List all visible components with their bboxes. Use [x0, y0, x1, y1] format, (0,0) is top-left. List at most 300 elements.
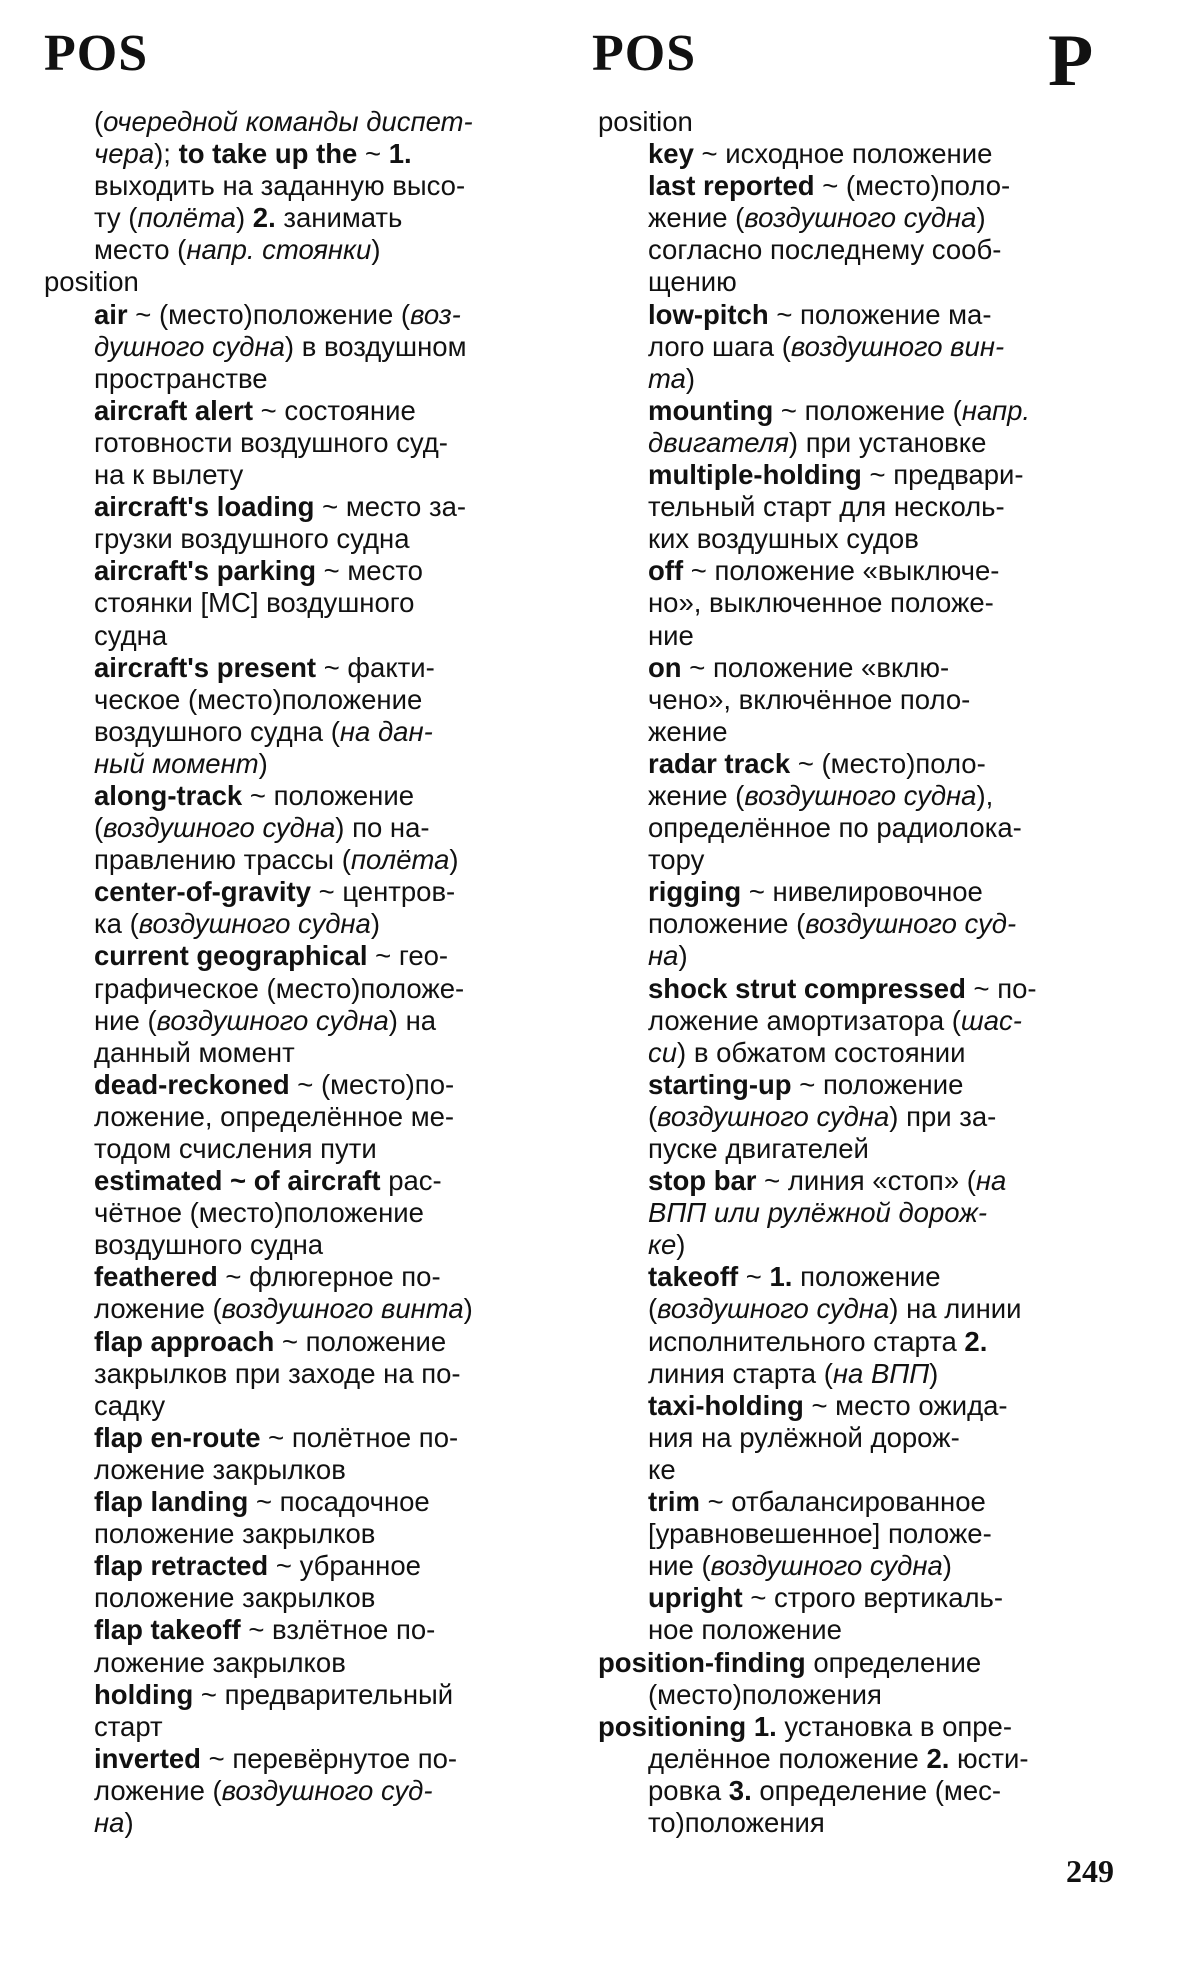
term-text: flap retracted [94, 1550, 269, 1582]
term-text: estimated ~ of aircraft [94, 1165, 381, 1197]
term-text: 2. [252, 202, 276, 234]
gloss-italic: на [94, 1806, 125, 1838]
entry-line [598, 138, 1114, 170]
definition-text: ложение закрылков [94, 1453, 346, 1485]
gloss-italic: воздушного судна [657, 1100, 890, 1132]
entry-line [44, 1711, 556, 1743]
definition-text: ) при за- [889, 1100, 997, 1132]
term-text: off [648, 555, 684, 587]
term-text: positioning [598, 1710, 747, 1742]
definition-text: ке [648, 1453, 676, 1485]
entry-line [598, 363, 1114, 395]
gloss-italic: полёта [137, 202, 236, 234]
definition-text: ~ положение [274, 1325, 447, 1357]
page-number: 249 [1066, 1853, 1114, 1889]
entry-line [598, 555, 1114, 587]
term-text: 2. [926, 1742, 950, 1774]
entry-line [598, 1229, 1114, 1261]
definition-text: ~ (место)по- [289, 1068, 455, 1100]
term-text: on [648, 651, 682, 683]
definition-text: выходить на заданную высо- [94, 170, 466, 202]
definition-text: ту ( [94, 202, 138, 234]
definition-text: данный момент [94, 1036, 295, 1068]
entry-line [44, 940, 556, 972]
definition-text: ) в обжатом состоянии [677, 1036, 966, 1068]
gloss-italic: воздушного суд- [805, 908, 1017, 940]
entry-line [44, 1486, 556, 1518]
definition-text: занимать [275, 202, 403, 234]
definition-text: ) [449, 844, 459, 876]
entry-line [44, 1261, 556, 1293]
entry-line [598, 1422, 1114, 1454]
entry-line [44, 587, 556, 619]
left-column [44, 106, 556, 1839]
definition-text: ~ убранное [268, 1550, 421, 1582]
definition-text: судна [94, 619, 168, 651]
entry-line [598, 523, 1114, 555]
definition-text: ) в воздушном [284, 330, 467, 362]
gloss-italic: чера [94, 138, 155, 170]
term-text: shock strut compressed [648, 972, 966, 1004]
definition-text: ~ [357, 138, 389, 170]
definition-text: ) [370, 908, 381, 940]
definition-text: положение [792, 1261, 941, 1293]
definition-text: закрылков при заходе на по- [94, 1357, 461, 1389]
term-text: 1. [753, 1710, 777, 1742]
definition-text: исполнительного старта [648, 1325, 965, 1357]
definition-text: ( [648, 1100, 658, 1132]
entry-line [598, 170, 1114, 202]
definition-text: ~ полётное по- [260, 1421, 459, 1453]
entry-line [44, 780, 556, 812]
term-text: taxi-holding [648, 1389, 804, 1421]
definition-text: жение ( [648, 202, 745, 234]
definition-text [746, 1711, 754, 1742]
definition-text: старт [94, 1710, 163, 1742]
entry-line [44, 716, 556, 748]
gloss-italic: ВПП или рулёжной дорож- [648, 1197, 988, 1229]
right-column [598, 106, 1114, 1839]
term-text: last reported [648, 170, 815, 202]
definition-text: ложение, определённое ме- [94, 1100, 455, 1132]
definition-text: линия старта ( [648, 1357, 833, 1389]
definition-text: ) по на- [335, 812, 430, 844]
entry-line [598, 1550, 1114, 1582]
entry-line [598, 587, 1114, 619]
entry-line [44, 1165, 556, 1197]
definition-text: графическое (место)положе- [94, 972, 465, 1004]
gloss-italic: воздушного судна [710, 1550, 943, 1582]
definition-text: ~ (место)поло- [790, 747, 986, 779]
term-text: starting-up [648, 1068, 792, 1100]
gloss-italic: напр. стоянки [186, 234, 372, 266]
gloss-italic: очередной команды диспет- [103, 106, 473, 137]
definition-text: ~ место за- [314, 491, 467, 523]
headword-line [44, 266, 556, 298]
definition-text: положение закрылков [94, 1518, 376, 1550]
definition-text: ческое (место)положение [94, 683, 423, 715]
gloss-italic: воздушного судна [103, 812, 336, 844]
entry-line [44, 1807, 556, 1839]
entry-line [44, 1293, 556, 1325]
entry-line [44, 1197, 556, 1229]
definition-text: ровка [648, 1774, 729, 1806]
entry-line [598, 1679, 1114, 1711]
definition-text: ~ строго вертикаль- [742, 1582, 1004, 1614]
definition-text: ложение ( [94, 1293, 222, 1325]
definition-text: ) [371, 234, 381, 266]
definition-text: ~ (место)положение ( [127, 298, 411, 330]
entry-line [44, 331, 556, 363]
definition-text: ние ( [94, 1004, 157, 1036]
definition-text: ~ положение ма- [768, 298, 992, 330]
definition-text: ~ взлётное по- [240, 1614, 436, 1646]
entry-line [44, 363, 556, 395]
term-text: aircraft's loading [94, 491, 315, 523]
gloss-italic: на [648, 940, 679, 972]
definition-text: ние ( [648, 1550, 711, 1582]
term-text: flap approach [94, 1325, 275, 1357]
definition-text: ) [124, 1806, 134, 1838]
term-text: stop bar [648, 1165, 757, 1197]
definition-text: ~ предварительный [193, 1678, 454, 1710]
definition-text: ) [235, 202, 253, 234]
definition-text: ) [258, 747, 268, 779]
term-text: holding [94, 1678, 194, 1710]
gloss-italic: воз- [410, 298, 461, 330]
term-text: aircraft alert [94, 394, 253, 426]
definition-text: position [598, 106, 693, 137]
definition-text: ~ факти- [316, 651, 435, 683]
term-text: 1. [769, 1261, 793, 1293]
entry-line [598, 1614, 1114, 1646]
term-text: rigging [648, 876, 742, 908]
entry-line [44, 1679, 556, 1711]
gloss-italic: та [648, 362, 686, 394]
term-text: position-finding [598, 1646, 806, 1678]
gloss-italic: полёта [350, 844, 450, 876]
headword-line [598, 106, 1114, 138]
entry-line [598, 1133, 1114, 1165]
definition-text: щению [648, 266, 737, 298]
headword-line [598, 1711, 1114, 1743]
entry-line [44, 973, 556, 1005]
gloss-italic: шас- [960, 1004, 1022, 1036]
definition-text: готовности воздушного суд- [94, 426, 448, 458]
entry-line [598, 1069, 1114, 1101]
term-text: multiple-holding [648, 459, 862, 491]
definition-text: ( [94, 812, 104, 844]
entry-line [598, 908, 1114, 940]
entry-line [598, 331, 1114, 363]
gloss-italic: воздушного вин- [790, 330, 1005, 362]
definition-text: ~ флюгерное по- [217, 1261, 441, 1293]
definition-text: ) [463, 1293, 473, 1325]
entry-line [598, 973, 1114, 1005]
definition-text: стоянки [МС] воздушного [94, 587, 415, 619]
definition-text: ~ положение «вклю- [681, 651, 950, 683]
entry-line [44, 299, 556, 331]
definition-text: тельный старт для несколь- [648, 491, 1005, 523]
entry-line [598, 266, 1114, 298]
entry-line [598, 202, 1114, 234]
term-text: flap takeoff [94, 1614, 241, 1646]
definition-text: (место)положения [648, 1678, 882, 1710]
definition-text: ) [685, 362, 696, 394]
term-text: feathered [94, 1261, 218, 1293]
entry-line [598, 234, 1114, 266]
definition-text: ное положение [648, 1614, 842, 1646]
definition-text: место ( [94, 234, 187, 266]
running-head-left: POS [44, 25, 149, 82]
term-text: current geographical [94, 940, 368, 972]
definition-text: то)положения [648, 1806, 825, 1838]
section-letter: P [1048, 20, 1095, 102]
entry-line [44, 1582, 556, 1614]
entry-line [598, 395, 1114, 427]
definition-text: установка в опре- [776, 1710, 1013, 1742]
term-text: 1. [388, 138, 412, 170]
gloss-italic: двигателя [648, 426, 789, 458]
entry-line [44, 748, 556, 780]
definition-text: пуске двигателей [648, 1133, 869, 1164]
definition-text: пространстве [94, 362, 268, 394]
definition-text: ( [94, 106, 104, 137]
term-text: radar track [648, 747, 791, 779]
entry-line [598, 748, 1114, 780]
entry-line [44, 652, 556, 684]
entry-line [598, 940, 1114, 972]
entry-line [44, 106, 556, 138]
entry-line [44, 1069, 556, 1101]
entry-line [44, 684, 556, 716]
definition-text: чётное (место)положение [94, 1197, 424, 1229]
term-text: dead-reckoned [94, 1068, 290, 1100]
definition-text: определённое по радиолока- [648, 812, 1022, 844]
entry-line [44, 1133, 556, 1165]
entry-line [44, 491, 556, 523]
entry-line [44, 1518, 556, 1550]
term-text: flap landing [94, 1486, 249, 1518]
entry-line [598, 812, 1114, 844]
term-text: air [94, 298, 128, 330]
definition-text: воздушного судна ( [94, 715, 340, 747]
entry-line [598, 1005, 1114, 1037]
entry-line [598, 1743, 1114, 1775]
definition-text: ( [648, 1293, 658, 1325]
gloss-italic: на ВПП [832, 1357, 930, 1389]
term-text: trim [648, 1486, 700, 1518]
entry-line [44, 202, 556, 234]
definition-text: ) при установке [788, 426, 987, 458]
entry-line [598, 1261, 1114, 1293]
definition-text: ) на [388, 1004, 437, 1036]
entry-line [44, 170, 556, 202]
gloss-italic: си [648, 1036, 678, 1068]
entry-line [44, 138, 556, 170]
running-head-center: POS [592, 25, 697, 82]
entry-line [598, 620, 1114, 652]
entry-line [44, 1390, 556, 1422]
definition-text: лого шага ( [648, 330, 791, 362]
definition-text: жение [648, 715, 728, 747]
gloss-italic: воздушного суд- [221, 1774, 433, 1806]
gloss-italic: напр. [961, 394, 1031, 426]
definition-text: ~ предвари- [861, 459, 1024, 491]
entry-line [598, 780, 1114, 812]
entry-line [44, 908, 556, 940]
definition-text: ложение ( [94, 1774, 222, 1806]
definition-text: ), [976, 779, 994, 811]
entry-line [598, 1390, 1114, 1422]
term-text: inverted [94, 1742, 201, 1774]
gloss-italic: ный момент [94, 747, 259, 779]
entry-line [598, 1807, 1114, 1839]
entry-line [44, 1614, 556, 1646]
gloss-italic: воздушного судна [138, 908, 371, 940]
definition-text: положение закрылков [94, 1582, 376, 1614]
entry-line [44, 1358, 556, 1390]
term-text: flap en-route [94, 1421, 261, 1453]
gloss-italic: воздушного судна [744, 202, 977, 234]
definition-text: ~ посадочное [248, 1486, 430, 1518]
definition-text: ); [154, 138, 179, 170]
entry-line [598, 1165, 1114, 1197]
entry-line [598, 684, 1114, 716]
entry-line [44, 1550, 556, 1582]
term-text: low-pitch [648, 298, 769, 330]
entry-line [598, 491, 1114, 523]
entry-line [598, 1454, 1114, 1486]
definition-text: [уравновешенное] положе- [648, 1518, 992, 1550]
gloss-italic: ке [648, 1229, 677, 1261]
definition-text: ~ положение [791, 1068, 964, 1100]
entry-line [598, 1518, 1114, 1550]
definition-text: рас- [380, 1165, 442, 1197]
entry-line [44, 844, 556, 876]
entry-line [44, 1101, 556, 1133]
definition-text: ) на линии [889, 1293, 1022, 1325]
term-text: aircraft's parking [94, 555, 317, 587]
gloss-italic: воздушного судна [744, 779, 977, 811]
entry-line [598, 716, 1114, 748]
definition-text: положение ( [648, 908, 806, 940]
definition-text: ) [678, 940, 688, 972]
entry-line [44, 427, 556, 459]
definition-text: ~ линия «стоп» ( [756, 1165, 976, 1197]
entry-line [598, 299, 1114, 331]
entry-line [598, 459, 1114, 491]
entry-line [44, 234, 556, 266]
definition-text: воздушного судна [94, 1229, 324, 1261]
entry-line [598, 1582, 1114, 1614]
gloss-italic: на [975, 1165, 1007, 1197]
definition-text: на к вылету [94, 459, 244, 491]
definition-text: ~ место [316, 555, 423, 587]
definition-text: согласно последнему сооб- [648, 234, 1002, 266]
term-text: 2. [964, 1325, 988, 1357]
definition-text: но», выключенное положе- [648, 587, 994, 619]
definition-text: ка ( [94, 908, 139, 940]
definition-text: грузки воздушного судна [94, 523, 410, 555]
entry-line [598, 427, 1114, 459]
entry-line [44, 395, 556, 427]
entry-line [598, 1326, 1114, 1358]
term-text: mounting [648, 394, 774, 426]
entry-line [44, 459, 556, 491]
definition-text: ) [929, 1357, 939, 1389]
definition-text: садку [94, 1389, 166, 1421]
entry-line [598, 1101, 1114, 1133]
entry-line [598, 1358, 1114, 1390]
gloss-italic: воздушного судна [657, 1293, 890, 1325]
definition-text: ~ положение ( [773, 394, 962, 426]
entry-line [44, 1647, 556, 1679]
definition-text: ~ исходное положение [693, 138, 993, 170]
definition-text: ) [942, 1550, 952, 1582]
definition-text: ~ положение «выключе- [683, 555, 1000, 587]
definition-text: определение [805, 1646, 982, 1678]
term-text: upright [648, 1582, 743, 1614]
entry-line [598, 876, 1114, 908]
entry-line [598, 1293, 1114, 1325]
definition-text: ~ (место)поло- [814, 170, 1011, 202]
entry-line [44, 812, 556, 844]
definition-text: ких воздушных судов [648, 523, 919, 555]
definition-text: юсти- [949, 1742, 1029, 1774]
definition-text: ~ отбалансированное [699, 1486, 986, 1518]
entry-line [598, 1486, 1114, 1518]
gloss-italic: на дан- [339, 715, 433, 747]
entry-line [44, 876, 556, 908]
entry-line [44, 1422, 556, 1454]
definition-text: ~ гео- [367, 940, 449, 972]
definition-text: ния на рулёжной дорож- [648, 1421, 960, 1453]
definition-text: тодом счисления пути [94, 1133, 377, 1164]
definition-text: ние [648, 619, 694, 651]
entry-line [44, 1326, 556, 1358]
entry-line [44, 1229, 556, 1261]
definition-text: ~ нивелировочное [741, 876, 983, 908]
entry-line [598, 1037, 1114, 1069]
term-text: to take up the [178, 138, 358, 170]
entry-line [44, 1037, 556, 1069]
definition-text: ~ [738, 1261, 770, 1293]
entry-line [44, 523, 556, 555]
definition-text: чено», включённое поло- [648, 683, 971, 715]
entry-line [598, 1775, 1114, 1807]
term-text: takeoff [648, 1261, 739, 1293]
gloss-italic: душного судна [94, 330, 285, 362]
term-text: along-track [94, 779, 243, 811]
headword-line [598, 1647, 1114, 1679]
entry-line [44, 620, 556, 652]
entry-line [44, 1454, 556, 1486]
term-text: key [648, 138, 694, 170]
definition-text: ~ центров- [311, 876, 456, 908]
entry-line [598, 844, 1114, 876]
definition-text: ложение закрылков [94, 1646, 346, 1678]
entry-line [598, 1197, 1114, 1229]
definition-text: ) [676, 1229, 686, 1261]
definition-text: жение ( [648, 779, 745, 811]
term-text: aircraft's present [94, 651, 317, 683]
gloss-italic: воздушного судна [156, 1004, 389, 1036]
term-text: center-of-gravity [94, 876, 311, 908]
entry-line [44, 555, 556, 587]
definition-text: тору [648, 844, 705, 876]
definition-text: position [44, 266, 139, 298]
